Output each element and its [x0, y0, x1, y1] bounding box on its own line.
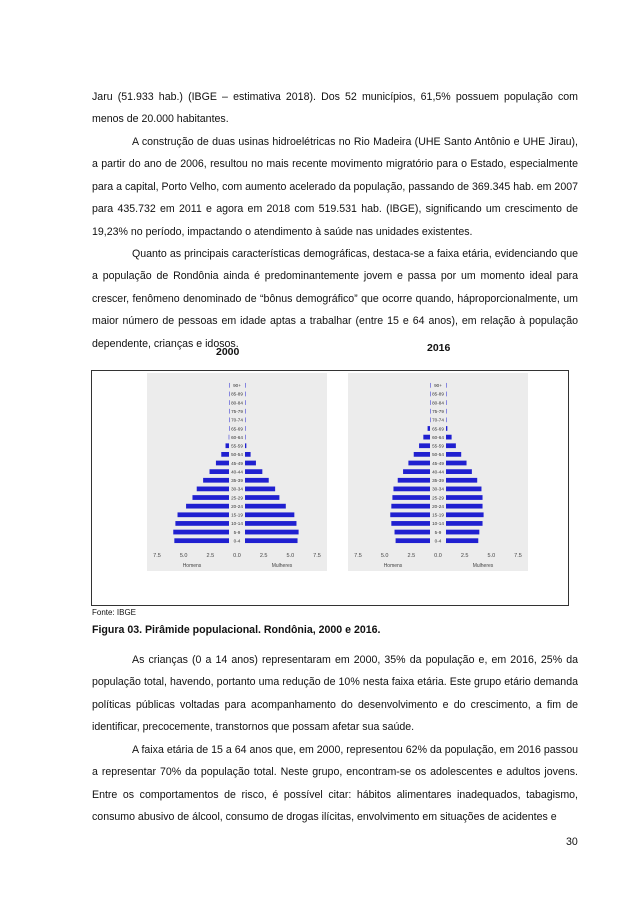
x-tick-label: 2.5 — [259, 553, 268, 559]
age-group-label: 55-59 — [231, 443, 243, 449]
age-group-label: 80-84 — [231, 400, 243, 406]
bar-homens-20-24 — [186, 504, 229, 509]
legend-homens: Homens — [182, 563, 202, 569]
legend-mulheres: Mulheres — [472, 563, 494, 569]
age-group-label: 40-44 — [231, 469, 243, 475]
bar-homens-60-64 — [229, 435, 230, 440]
bar-mulheres-75-79 — [245, 409, 246, 414]
bar-mulheres-65-69 — [446, 426, 447, 431]
age-group-label: 5-9 — [233, 529, 241, 535]
age-group-label: 75-79 — [231, 409, 243, 415]
chart-title-2000: 2000 — [216, 346, 240, 358]
bar-mulheres-50-54 — [245, 452, 251, 457]
age-group-label: 45-49 — [432, 460, 444, 466]
bar-mulheres-40-44 — [245, 469, 262, 474]
bar-mulheres-30-34 — [446, 487, 481, 492]
bar-mulheres-55-59 — [245, 443, 246, 448]
bar-mulheres-55-59 — [446, 443, 456, 448]
bar-mulheres-90+ — [446, 383, 447, 388]
bar-homens-45-49 — [216, 461, 229, 466]
bar-homens-50-54 — [414, 452, 430, 457]
bar-mulheres-70-74 — [245, 417, 246, 422]
pyramid-2016 — [348, 373, 528, 571]
x-tick-label: 5.0 — [286, 553, 295, 559]
page-number: 30 — [566, 836, 578, 848]
bar-homens-15-19 — [178, 512, 229, 517]
bar-homens-70-74 — [430, 417, 431, 422]
age-group-label: 15-19 — [231, 512, 243, 518]
figure-caption: Figura 03. Pirâmide populacional. Rondônia, 2000 e 2016. — [92, 624, 381, 636]
bar-homens-5-9 — [173, 530, 229, 535]
bar-homens-30-34 — [393, 487, 430, 492]
pyramid-2000 — [147, 373, 327, 571]
age-group-label: 10-14 — [432, 521, 444, 527]
bar-mulheres-10-14 — [245, 521, 296, 526]
bar-homens-25-29 — [392, 495, 430, 500]
bar-mulheres-80-84 — [245, 400, 246, 405]
bar-mulheres-45-49 — [446, 461, 467, 466]
bar-homens-60-64 — [423, 435, 430, 440]
bar-homens-70-74 — [229, 417, 230, 422]
bar-mulheres-35-39 — [245, 478, 269, 483]
x-tick-label: 5.0 — [179, 553, 188, 559]
bar-homens-40-44 — [210, 469, 229, 474]
bar-homens-35-39 — [398, 478, 430, 483]
age-group-label: 30-34 — [231, 486, 243, 492]
bar-mulheres-80-84 — [446, 400, 447, 405]
age-group-label: 55-59 — [432, 443, 444, 449]
bar-homens-90+ — [229, 383, 230, 388]
figure-source: Fonte: IBGE — [92, 608, 137, 617]
legend-homens: Homens — [383, 563, 403, 569]
paragraph-4: As crianças (0 a 14 anos) representaram em 2000, 35% da população e, em 2016, 25% da população total, havendo, portanto uma redução de 10% nesta faixa etária. Este grupo etário demanda políticas públicas voltadas para acompanhamento do desenvolvimento e do crescimento, a fim de identificar, precocemente, transtornos que possam afetar sua saúde. — [92, 654, 578, 734]
age-group-label: 85-89 — [432, 391, 444, 397]
bar-mulheres-30-34 — [245, 487, 275, 492]
age-group-label: 50-54 — [432, 452, 444, 458]
bar-mulheres-85-89 — [446, 392, 447, 397]
age-group-label: 70-74 — [432, 417, 444, 423]
bar-homens-75-79 — [229, 409, 230, 414]
x-tick-label: 7.5 — [514, 553, 522, 559]
paragraph-2: A construção de duas usinas hidroelétricas no Rio Madeira (UHE Santo Antônio e UHE Jirau), a partir do ano de 2006, resultou no mais recente movimento migratório para o Estado, especialmente para a capital, Porto Velho, com aumento acelerado da população, passando de 369.345 hab. em 2007 para 435.732 em 2011 e agora em 2018 com 519.531 hab. (IBGE), significando um crescimento de 19,23% no período, impactando o atendimento à saúde nas unidades existentes. — [92, 136, 578, 238]
age-group-label: 35-39 — [231, 478, 243, 484]
bar-homens-80-84 — [430, 400, 431, 405]
bar-mulheres-60-64 — [245, 435, 246, 440]
bar-homens-30-34 — [197, 487, 229, 492]
bar-mulheres-0-4 — [446, 538, 478, 543]
bar-homens-40-44 — [403, 469, 430, 474]
bar-homens-45-49 — [408, 461, 430, 466]
bar-homens-35-39 — [203, 478, 229, 483]
bar-homens-55-59 — [226, 443, 229, 448]
age-group-label: 40-44 — [432, 469, 444, 475]
population-pyramid-figure — [91, 370, 569, 606]
chart-title-2016: 2016 — [427, 342, 451, 354]
bar-homens-65-69 — [229, 426, 230, 431]
bar-mulheres-20-24 — [245, 504, 286, 509]
bar-mulheres-85-89 — [245, 392, 246, 397]
age-group-label: 80-84 — [432, 400, 444, 406]
bar-homens-0-4 — [174, 538, 229, 543]
bar-homens-55-59 — [419, 443, 430, 448]
age-group-label: 35-39 — [432, 478, 444, 484]
bar-mulheres-90+ — [245, 383, 246, 388]
bar-mulheres-20-24 — [446, 504, 483, 509]
x-tick-label: 0.0 — [233, 553, 241, 559]
bar-homens-85-89 — [229, 392, 230, 397]
age-group-label: 25-29 — [432, 495, 444, 501]
age-group-label: 90+ — [434, 383, 442, 389]
paragraph-3: Quanto as principais características demográficas, destaca-se a faixa etária, evidenciando que a população de Rondônia ainda é predominantemente jovem e passa por um momento ideal para crescer, fenômeno denominado de “bônus demográfico” que ocorre quando, háproporcionalmente, um maior número de pessoas em idade aptas a trabalhar (entre 15 e 64 anos), em relação à população dependente, crianças e idosos. — [92, 248, 578, 350]
age-group-label: 60-64 — [432, 434, 444, 440]
bar-mulheres-10-14 — [446, 521, 483, 526]
bar-homens-50-54 — [221, 452, 229, 457]
bar-mulheres-0-4 — [245, 538, 298, 543]
paragraph-5: A faixa etária de 15 a 64 anos que, em 2000, representou 62% da população, em 2016 passou a representar 70% da população total. Neste grupo, encontram-se os adolescentes e adultos jovens. Entre os comportamentos de risco, é possível citar: hábitos alimentares inadequados, tabagismo, consumo abusivo de álcool, consumo de drogas ilícitas, envolvimento em situações de acidentes e — [92, 744, 578, 824]
legend-mulheres: Mulheres — [271, 563, 293, 569]
bar-mulheres-70-74 — [446, 417, 447, 422]
x-tick-label: 0.0 — [434, 553, 442, 559]
pyramid-2000-svg — [147, 373, 327, 571]
bar-mulheres-5-9 — [446, 530, 479, 535]
paragraph-1: Jaru (51.933 hab.) (IBGE – estimativa 2018). Dos 52 municípios, 61,5% possuem população com menos de 20.000 habitantes. — [92, 91, 578, 126]
age-group-label: 85-89 — [231, 391, 243, 397]
bar-mulheres-25-29 — [446, 495, 483, 500]
age-group-label: 5-9 — [434, 529, 442, 535]
bar-mulheres-35-39 — [446, 478, 477, 483]
bar-mulheres-40-44 — [446, 469, 472, 474]
bar-homens-5-9 — [395, 530, 430, 535]
age-group-label: 10-14 — [231, 521, 243, 527]
pyramid-2016-svg — [348, 373, 528, 571]
age-group-label: 0-4 — [233, 538, 241, 544]
age-group-label: 0-4 — [434, 538, 442, 544]
bar-mulheres-65-69 — [245, 426, 246, 431]
bar-mulheres-75-79 — [446, 409, 447, 414]
x-tick-label: 2.5 — [460, 553, 469, 559]
bar-homens-10-14 — [175, 521, 229, 526]
x-tick-label: 5.0 — [487, 553, 496, 559]
bar-homens-65-69 — [428, 426, 430, 431]
x-tick-label: 5.0 — [380, 553, 389, 559]
bar-homens-15-19 — [390, 512, 430, 517]
bar-homens-20-24 — [391, 504, 430, 509]
age-group-label: 70-74 — [231, 417, 243, 423]
x-tick-label: 7.5 — [153, 553, 161, 559]
bar-homens-0-4 — [396, 538, 430, 543]
bar-mulheres-15-19 — [446, 512, 484, 517]
bar-mulheres-60-64 — [446, 435, 452, 440]
age-group-label: 75-79 — [432, 409, 444, 415]
age-group-label: 65-69 — [432, 426, 444, 432]
x-tick-label: 7.5 — [354, 553, 362, 559]
age-group-label: 45-49 — [231, 460, 243, 466]
age-group-label: 20-24 — [231, 503, 243, 509]
age-group-label: 60-64 — [231, 434, 243, 440]
bar-mulheres-5-9 — [245, 530, 299, 535]
age-group-label: 90+ — [233, 383, 241, 389]
bar-mulheres-45-49 — [245, 461, 256, 466]
bar-homens-10-14 — [391, 521, 430, 526]
age-group-label: 30-34 — [432, 486, 444, 492]
age-group-label: 15-19 — [432, 512, 444, 518]
bar-homens-80-84 — [229, 400, 230, 405]
bar-homens-75-79 — [430, 409, 431, 414]
age-group-label: 20-24 — [432, 503, 444, 509]
bar-mulheres-25-29 — [245, 495, 279, 500]
x-tick-label: 2.5 — [407, 553, 416, 559]
bar-homens-90+ — [430, 383, 431, 388]
x-tick-label: 7.5 — [313, 553, 321, 559]
bar-mulheres-15-19 — [245, 512, 294, 517]
bar-mulheres-50-54 — [446, 452, 461, 457]
bar-homens-85-89 — [430, 392, 431, 397]
age-group-label: 25-29 — [231, 495, 243, 501]
age-group-label: 50-54 — [231, 452, 243, 458]
bar-homens-25-29 — [192, 495, 229, 500]
x-tick-label: 2.5 — [206, 553, 215, 559]
age-group-label: 65-69 — [231, 426, 243, 432]
